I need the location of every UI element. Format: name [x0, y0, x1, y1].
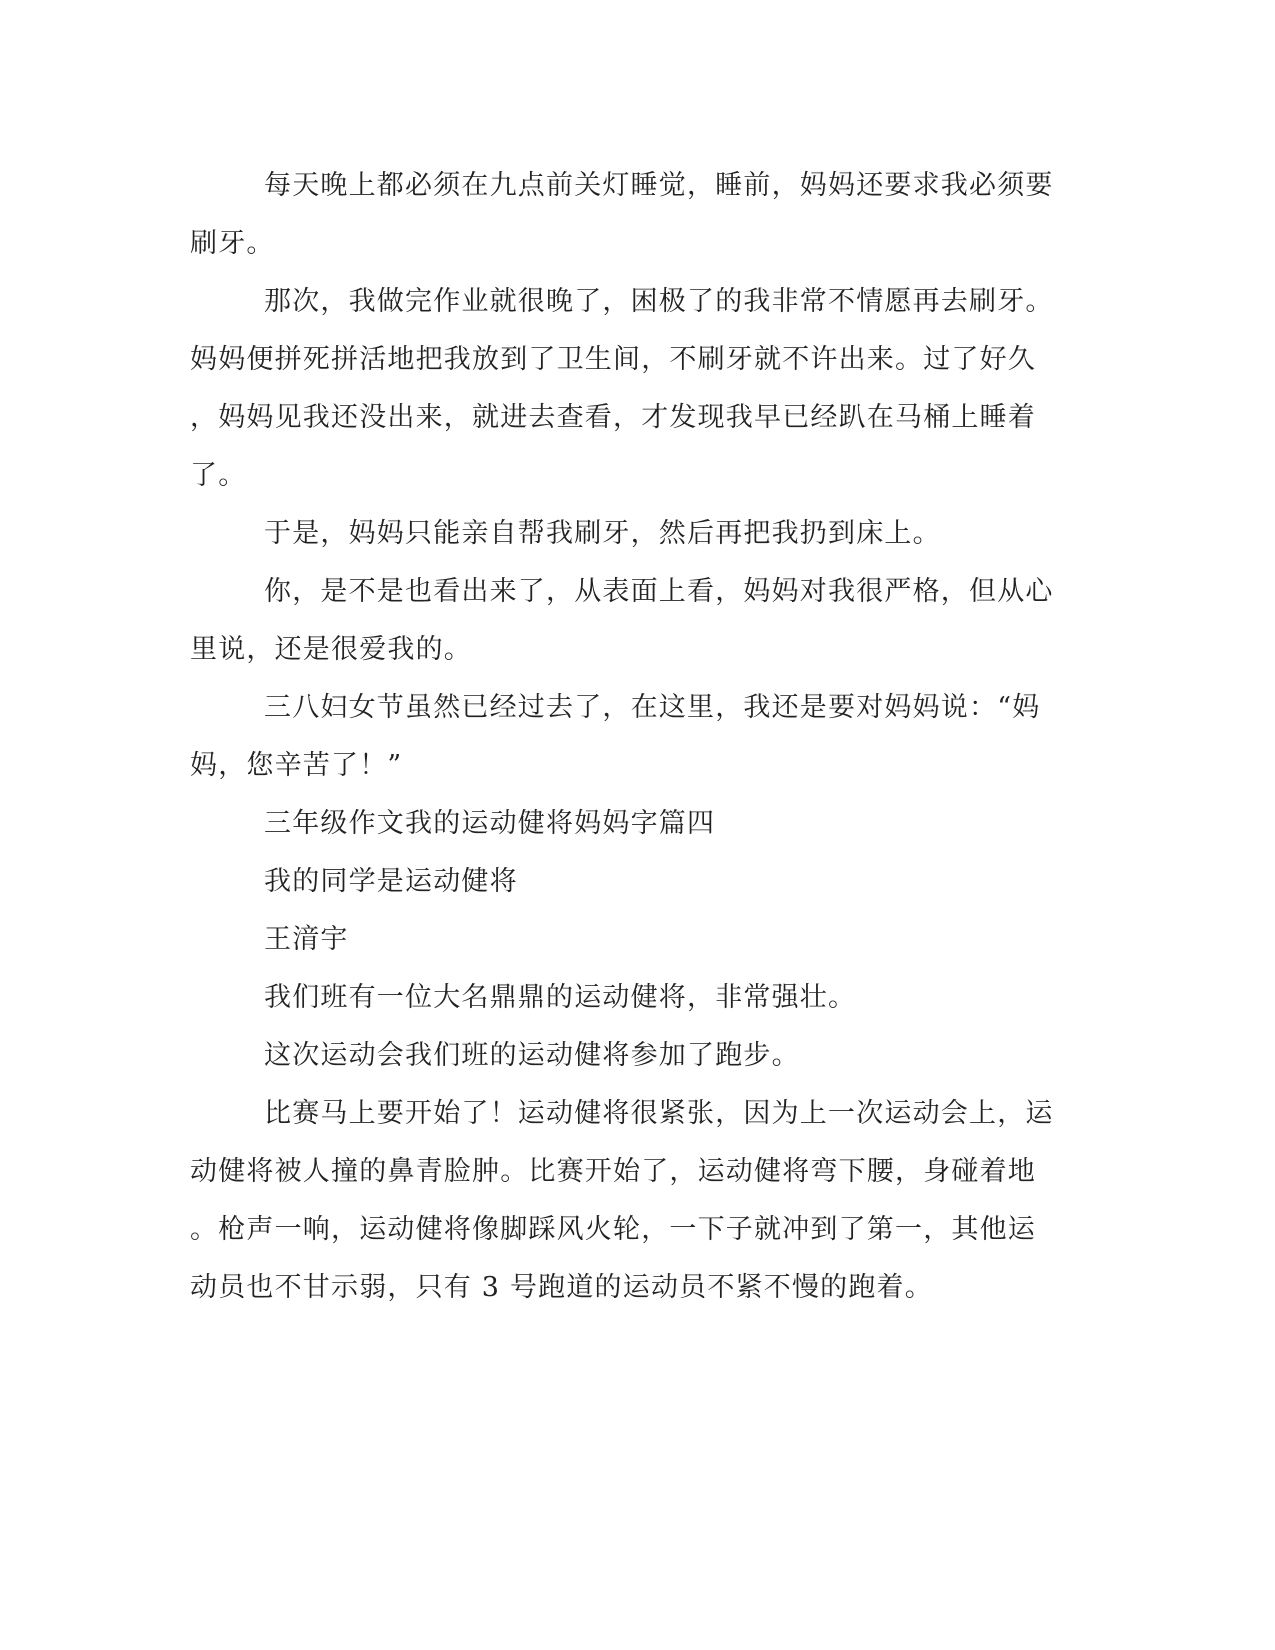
text-line: 于是，妈妈只能亲自帮我刷牙，然后再把我扔到床上。	[264, 518, 941, 549]
text-line: 我们班有一位大名鼎鼎的运动健将，非常强壮。	[264, 982, 857, 1013]
text-line: 动员也不甘示弱，只有 3 号跑道的运动员不紧不慢的跑着。	[190, 1272, 933, 1303]
text-line: 刷牙。	[190, 228, 275, 259]
author-name: 王湇宇	[264, 924, 349, 955]
text-line: 妈妈便拼死拼活地把我放到了卫生间，不刷牙就不许出来。过了好久	[190, 344, 1036, 375]
text-line: 三八妇女节虽然已经过去了，在这里，我还是要对妈妈说：“妈	[264, 692, 1041, 723]
text-line: ，妈妈见我还没出来，就进去查看，才发现我早已经趴在马桶上睡着	[190, 402, 1036, 433]
text-line: 里说，还是很爱我的。	[190, 634, 472, 665]
text-line: 每天晚上都必须在九点前关灯睡觉，睡前，妈妈还要求我必须要	[264, 170, 1054, 201]
text-line: 。枪声一响，运动健将像脚踩风火轮，一下子就冲到了第一，其他运	[190, 1214, 1036, 1245]
section-heading: 三年级作文我的运动健将妈妈字篇四	[264, 808, 716, 839]
essay-title: 我的同学是运动健将	[264, 866, 518, 897]
text-line: 比赛马上要开始了！运动健将很紧张，因为上一次运动会上，运	[264, 1098, 1054, 1129]
text-line: 这次运动会我们班的运动健将参加了跑步。	[264, 1040, 800, 1071]
text-line: 那次，我做完作业就很晚了，困极了的我非常不情愿再去刷牙。	[264, 286, 1054, 317]
text-line: 动健将被人撞的鼻青脸肿。比赛开始了，运动健将弯下腰，身碰着地	[190, 1156, 1036, 1187]
text-line: 你，是不是也看出来了，从表面上看，妈妈对我很严格，但从心	[264, 576, 1054, 607]
text-line: 妈，您辛苦了！”	[190, 750, 403, 781]
text-line: 了。	[190, 460, 247, 491]
